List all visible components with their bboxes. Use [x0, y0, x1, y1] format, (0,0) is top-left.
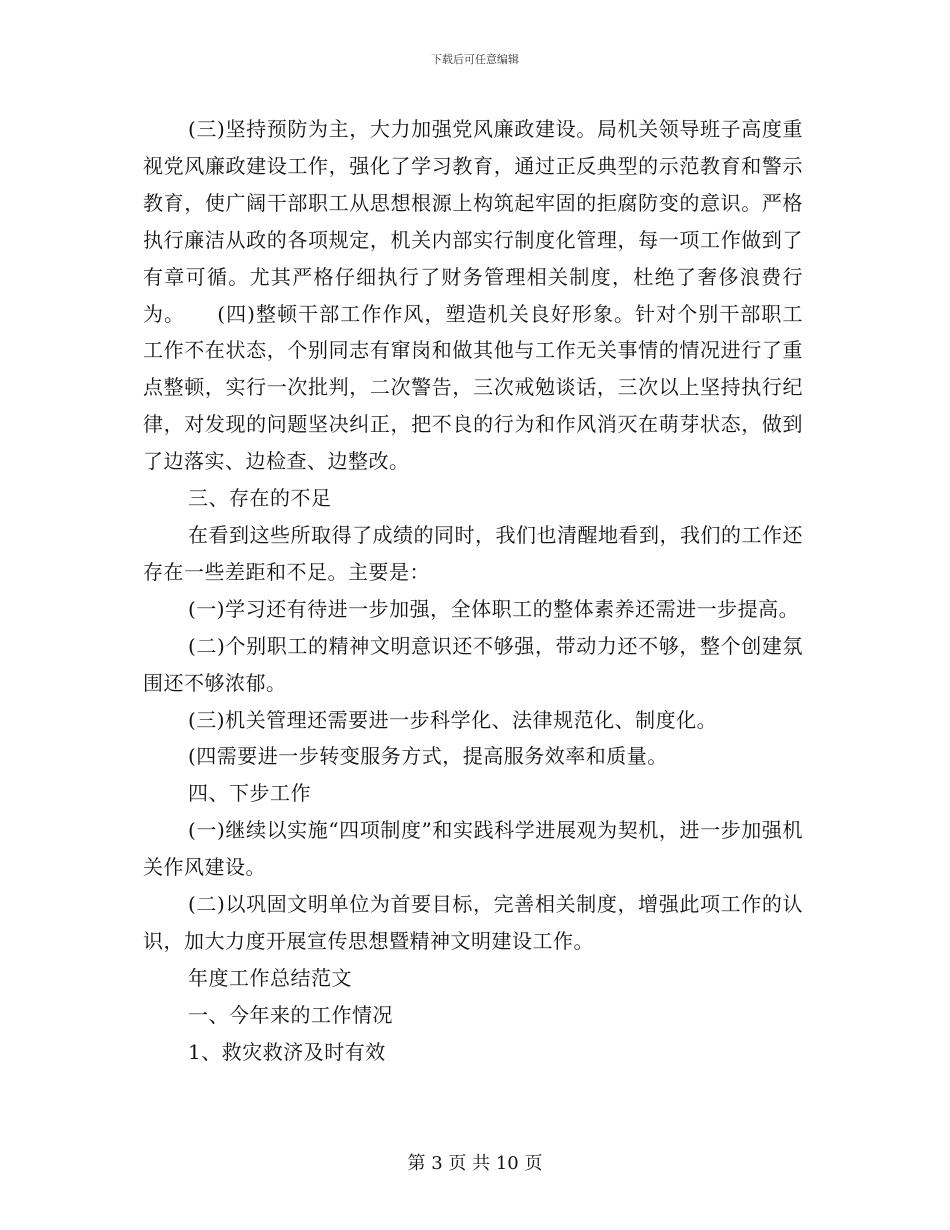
- document-body: [143, 111, 803, 1071]
- page-header: 下载后可任意编辑: [431, 53, 519, 66]
- section-title-annual-summary: 年度工作总结范文: [188, 965, 352, 990]
- list-item-shortcoming-3: (三)机关管理还需要进一步科学化、法律规范化、制度化。: [188, 707, 718, 732]
- list-item-next-step-2: (二)以巩固文明单位为首要目标，完善相关制度，增强此项工作的认识，加大力度开展宣传思想暨精神文明建设工作。: [143, 892, 803, 953]
- section-heading-shortcomings: 三、存在的不足: [188, 486, 332, 511]
- section-heading-next-steps: 四、下步工作: [188, 781, 311, 806]
- list-item-shortcoming-4: (四需要进一步转变服务方式，提高服务效率和质量。: [188, 744, 668, 769]
- list-item-shortcoming-2: (二)个别职工的精神文明意识还不够强，带动力还不够，整个创建氛围还不够浓郁。: [143, 633, 803, 695]
- list-item-shortcoming-1: (一)学习还有待进一步加强，全体职工的整体素养还需进一步提高。: [188, 596, 800, 621]
- subsection-heading-disaster-relief: 1、救灾救济及时有效: [188, 1039, 386, 1064]
- page-number-footer: 第 3 页 共 10 页: [407, 1153, 543, 1174]
- section-heading-this-year: 一、今年来的工作情况: [188, 1002, 393, 1027]
- paragraph-shortcomings-intro: 在看到这些所取得了成绩的同时，我们也清醒地看到，我们的工作还存在一些差距和不足。主要是：: [143, 522, 803, 584]
- list-item-next-step-1: (一)继续以实施“四项制度”和实践科学进展观为契机，进一步加强机关作风建设。: [143, 818, 803, 880]
- paragraph-party-conduct: (三)坚持预防为主，大力加强党风廉政建设。局机关领导班子高度重视党风廉政建设工作，强化了学习教育，通过正反典型的示范教育和警示教育，使广阔干部职工从思想根源上构筑起牢固的拒腐防变的意识。严格执行廉洁从政的各项规定，机关内部实行制度化管理，每一项工作做到了有章可循。尤其严格仔细执行了财务管理相关制度，杜绝了奢侈浪费行为。 (四)整顿干部工作作风，塑造机关良好形象。针对个别干部职工工作不在状态，个别同志有窜岗和做其他与工作无关事情的情况进行了重点整顿，实行一次批判，二次警告，三次戒勉谈话，三次以上坚持执行纪律，对发现的问题坚决纠正，把不良的行为和作风消灭在萌芽状态，做到了边落实、边检查、边整改。: [143, 117, 803, 474]
